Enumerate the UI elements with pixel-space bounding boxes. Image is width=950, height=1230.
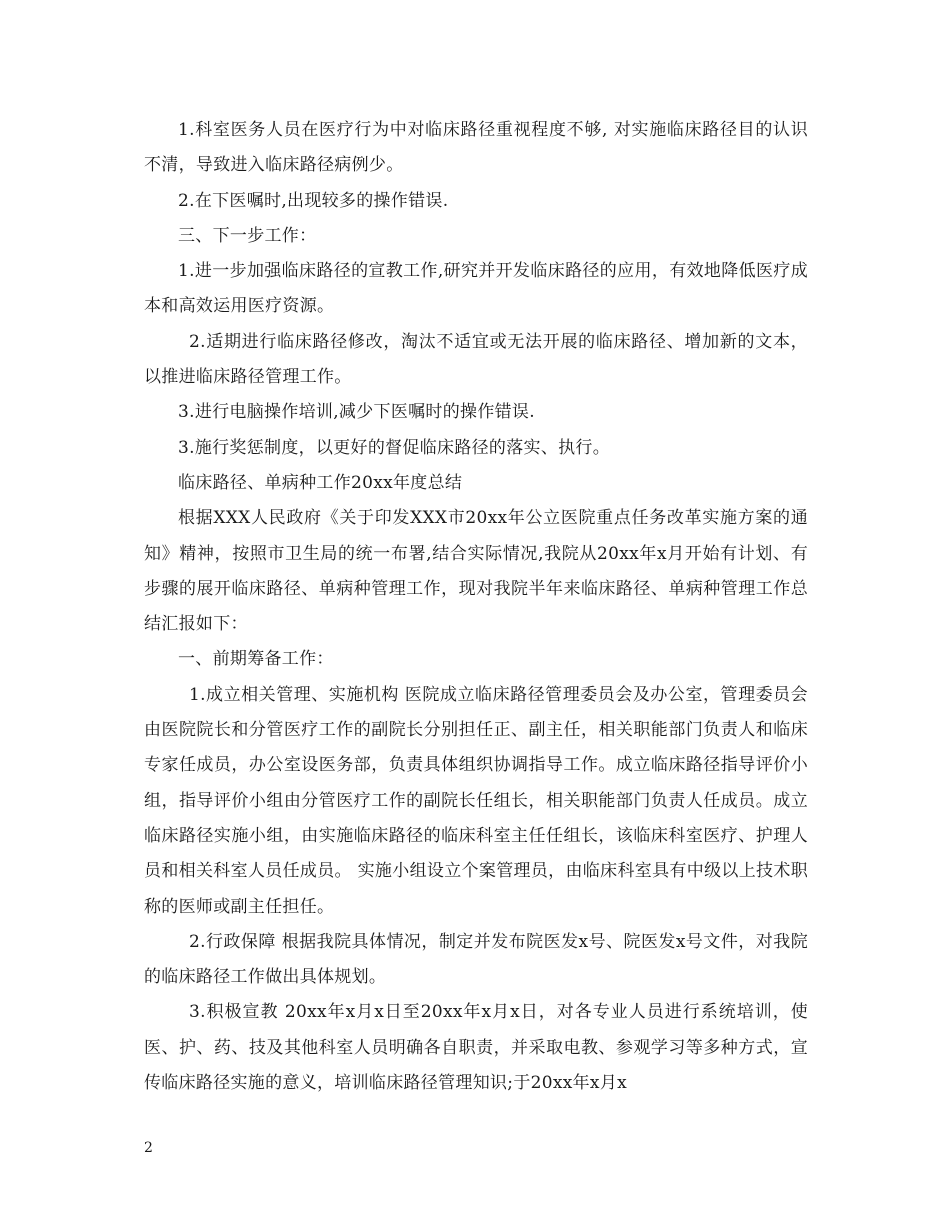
paragraph-4: 1.进一步加强临床路径的宣教工作,研究并开发临床路径的应用，有效地降低医疗成本和高效运用医疗资源。 (144, 261, 808, 317)
paragraph-2: 2.在下医嘱时,出现较多的操作错误. (178, 190, 449, 211)
paragraph-9: 根据XXX人民政府《关于印发XXX市20xx年公立医院重点任务改革实施方案的通知》精神，按照市卫生局的统一布署,结合实际情况,我院从20xx年x月开始有计划、有步骤的展开临床路径、单病种管理工作，现对我院半年来临床路径、单病种管理工作总结汇报如下： (144, 508, 808, 635)
paragraph-12: 2.行政保障 根据我院具体情况，制定并发布院医发x号、院医发x号文件，对我院的临床路径工作做出具体规划。 (144, 931, 808, 988)
paragraph-5: 2.适期进行临床路径修改，淘汰不适宜或无法开展的临床路径、增加新的文本，以推进临床路径管理工作。 (144, 331, 808, 388)
section-heading-next-steps: 三、下一步工作： (178, 225, 317, 246)
paragraph-1: 1.科室医务人员在医疗行为中对临床路径重视程度不够, 对实施临床路径目的认识不清，导致进入临床路径病例少。 (144, 120, 808, 176)
document-title-line: 临床路径、单病种工作20xx年度总结 (178, 472, 463, 493)
paragraph-11: 1.成立相关管理、实施机构 医院成立临床路径管理委员会及办公室，管理委员会由医院院长和分管医疗工作的副院长分别担任正、副主任，相关职能部门负责人和临床专家任成员，办公室设医务部，负责具体组织协调指导工作。成立临床路径指导评价小组，指导评价小组由分管医疗工作的副院长任组长，相关职能部门负责人任成员。成立临床路径实施小组，由实施临床路径的临床科室主任任组长，该临床科室医疗、护理人员和相关科室人员任成员。 实施小组设立个案管理员，由临床科室具有中级以上技术职称的医师或副主任担任。 (144, 684, 808, 917)
section-heading-preparation: 一、前期筹备工作： (178, 649, 334, 670)
document-body (144, 113, 808, 1101)
page-number: 2 (144, 1140, 153, 1156)
paragraph-6: 3.进行电脑操作培训,减少下医嘱时的操作错误. (178, 402, 535, 423)
paragraph-13: 3.积极宣教 20xx年x月x日至20xx年x月x日，对各专业人员进行系统培训，使医、护、药、技及其他科室人员明确各自职责，并采取电教、参观学习等多种方式，宣传临床路径实施的意义，培训临床路径管理知识;于20xx年x月x (144, 1002, 808, 1094)
paragraph-7: 3.施行奖惩制度，以更好的督促临床路径的落实、执行。 (178, 437, 611, 458)
